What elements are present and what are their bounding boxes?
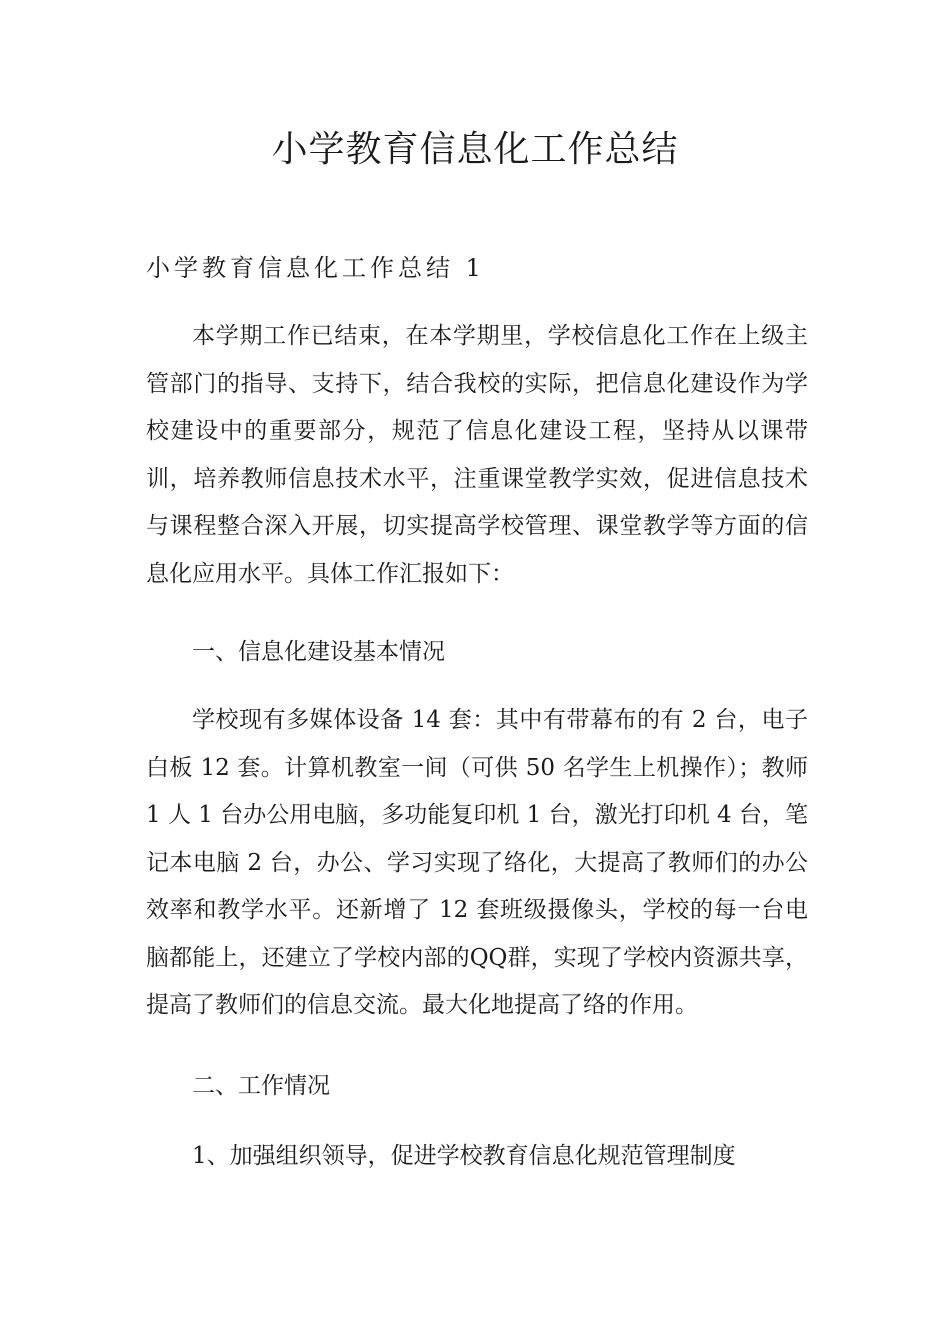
intro-paragraph: 本学期工作已结束，在本学期里，学校信息化工作在上级主管部门的指导、支持下，结合我校的实际，把信息化建设作为学校建设中的重要部分，规范了信息化建设工程，坚持从以课带训，培养教师信息技术水平，注重课堂教学实效，促进信息技术与课程整合深入开展，切实提高学校管理、课堂教学等方面的信息化应用水平。具体工作汇报如下：: [146, 323, 808, 587]
heading-organization: 1、加强组织领导，促进学校教育信息化规范管理制度: [192, 1143, 736, 1169]
heading-infrastructure: 一、信息化建设基本情况: [192, 639, 445, 665]
infrastructure-paragraph: 学校现有多媒体设备 14 套：其中有带幕布的有 2 台，电子白板 12 套。计算机教室一间（可供 50 名学生上机操作）；教师 1 人 1 台办公用电脑，多功能复印机 1 台，激光打印机 4 台，笔记本电脑 2 台，办公、学习实现了络化，大提高了教师们的办公效率和教学水平。还新增了 12 套班级摄像头，学校的每一台电脑都能上，还建立了学校内部的QQ群，实现了学校内资源共享，提高了教师们的信息交流。最大化地提高了络的作用。: [146, 707, 808, 1018]
heading-work-status: 二、工作情况: [192, 1073, 330, 1099]
document-title: 小学教育信息化工作总结: [271, 129, 679, 170]
section-title: 小学教育信息化工作总结 1: [146, 254, 485, 282]
